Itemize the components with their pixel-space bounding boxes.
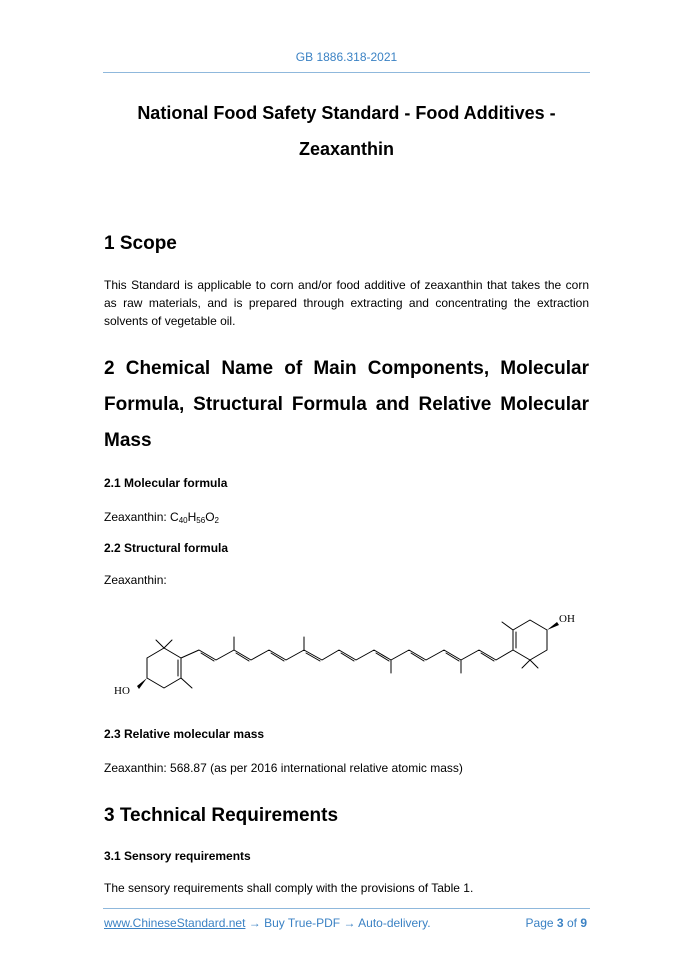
total-pages-number: 9 [580,916,587,930]
molecular-formula [104,510,219,524]
arrow-right-icon: → [245,916,265,930]
section-1-heading: 1 Scope [104,233,177,254]
footer-divider [103,908,590,909]
title-line-2: Zeaxanthin [298,139,395,159]
polyene-chain [181,650,513,660]
hydroxyl-label-right: OH [559,613,575,625]
sensory-requirements-text: The sensory requirements shall comply with the provisions of Table 1. [104,881,474,895]
subsection-2-3-heading: 2.3 Relative molecular mass [104,727,265,741]
section-2-heading-line-1: 2 Chemical Name of Main Components, Molecular [104,358,589,379]
scope-paragraph: This Standard is applicable to corn and/or food additive of zeaxanthin that takes the corn as raw materials, and is prepared through extracting and concentrating the extraction solvents of vegetable oil. [104,278,589,328]
oxygen-symbol: O [205,510,215,524]
hydrogen-count: 56 [196,516,206,525]
subsection-2-2-heading: 2.2 Structural formula [104,541,229,555]
subsection-2-1-heading: 2.1 Molecular formula [104,476,228,490]
of-word: of [566,916,577,930]
right-ring [513,620,547,660]
zeaxanthin-structure-diagram [100,600,590,710]
chinesestandard-link[interactable]: www.ChineseStandard.net [104,916,246,930]
left-wedge-bond [137,678,147,689]
footer-promo [104,916,431,930]
section-2-heading-line-3: Mass [104,430,152,451]
page-word: Page [525,916,554,930]
page-indicator [526,916,587,930]
left-ring [147,648,181,688]
right-wedge-bond [547,622,559,630]
current-page-number: 3 [556,916,564,930]
section-2-heading-line-2: Formula, Structural Formula and Relative Molecular [104,394,589,415]
structural-formula-label: Zeaxanthin: [104,573,167,587]
subsection-3-1-heading: 3.1 Sensory requirements [104,849,251,863]
buy-pdf-text: Buy True-PDF [264,916,341,930]
title-line-1: National Food Safety Standard - Food Additives - [137,103,556,123]
header-divider [103,72,590,73]
oxygen-count: 2 [214,516,219,525]
hydrogen-symbol: H [187,510,197,524]
carbon-count: 40 [178,516,188,525]
section-2-heading [104,351,589,459]
molecular-formula-label: Zeaxanthin: C [104,510,179,524]
section-3-heading: 3 Technical Requirements [104,805,339,826]
auto-delivery-text: Auto-delivery. [358,916,431,930]
relative-mass-text: Zeaxanthin: 568.87 (as per 2016 international relative atomic mass) [104,761,463,775]
document-code-header: GB 1886.318-2021 [295,50,398,64]
arrow-right-icon-2: → [340,916,359,930]
hydroxyl-label-left: HO [114,685,130,697]
